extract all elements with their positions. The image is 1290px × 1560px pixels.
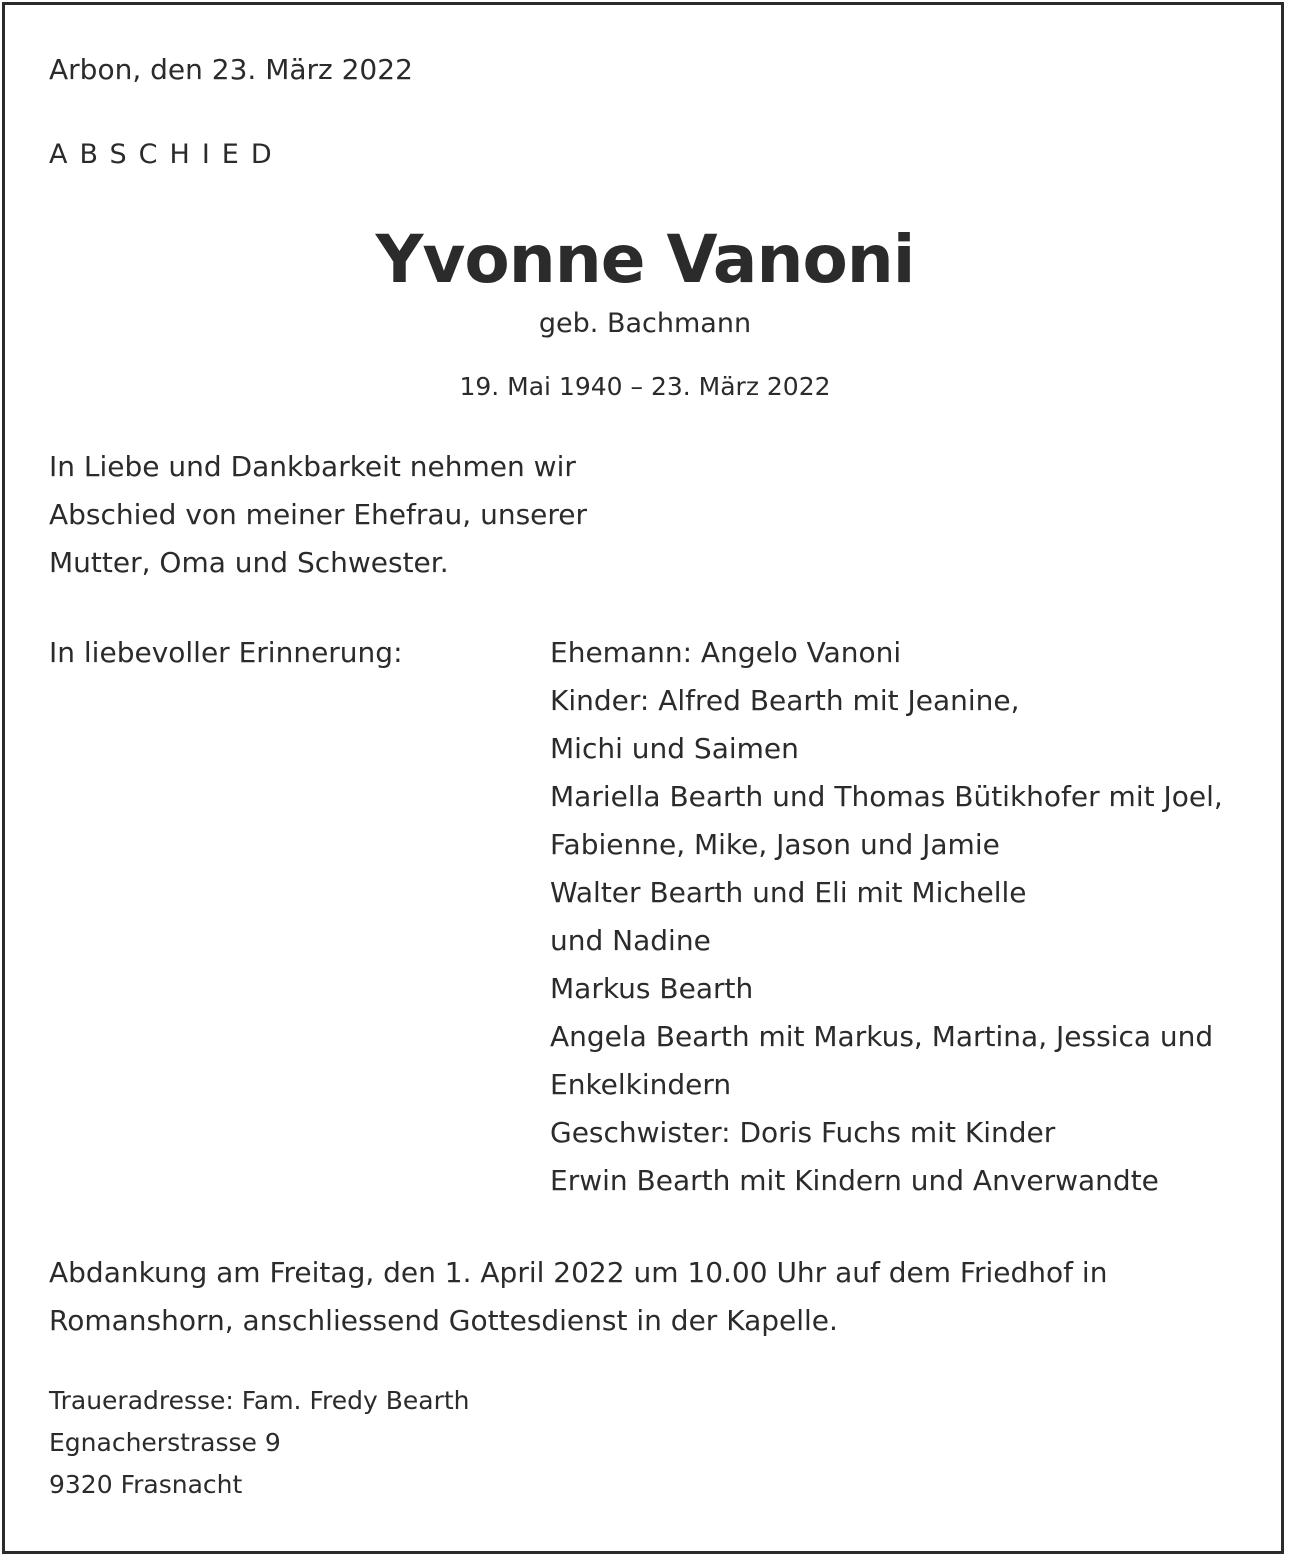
family-line: und Nadine bbox=[550, 924, 711, 957]
intro-line: Mutter, Oma und Schwester. bbox=[49, 546, 449, 579]
family-line: Ehemann: Angelo Vanoni bbox=[550, 636, 902, 669]
service-line: Romanshorn, anschliessend Gottesdienst in der Kapelle. bbox=[49, 1304, 838, 1337]
family-list bbox=[550, 629, 1223, 1205]
life-dates: 19. Mai 1940 – 23. März 2022 bbox=[459, 372, 831, 401]
family-line: Walter Bearth und Eli mit Michelle bbox=[550, 876, 1027, 909]
family-line: Angela Bearth mit Markus, Martina, Jessica und bbox=[550, 1020, 1214, 1053]
family-line: Enkelkindern bbox=[550, 1068, 732, 1101]
intro-line: Abschied von meiner Ehefrau, unserer bbox=[49, 498, 588, 531]
deceased-name: Yvonne Vanoni bbox=[375, 221, 915, 298]
notice-heading: ABSCHIED bbox=[49, 139, 284, 170]
address-line: Traueradresse: Fam. Fredy Bearth bbox=[49, 1386, 470, 1415]
family-line: Mariella Bearth und Thomas Bütikhofer mit Joel, bbox=[550, 780, 1223, 813]
place-date: Arbon, den 23. März 2022 bbox=[49, 53, 413, 86]
family-line: Fabienne, Mike, Jason und Jamie bbox=[550, 828, 1000, 861]
address-line: 9320 Frasnacht bbox=[49, 1470, 243, 1499]
family-line: Erwin Bearth mit Kindern und Anverwandte bbox=[550, 1164, 1159, 1197]
intro-text bbox=[49, 443, 587, 587]
intro-line: In Liebe und Dankbarkeit nehmen wir bbox=[49, 450, 576, 483]
service-info bbox=[49, 1249, 1107, 1345]
service-line: Abdankung am Freitag, den 1. April 2022 um 10.00 Uhr auf dem Friedhof in bbox=[49, 1256, 1108, 1289]
family-line: Geschwister: Doris Fuchs mit Kinder bbox=[550, 1116, 1056, 1149]
memory-label: In liebevoller Erinnerung: bbox=[49, 636, 403, 669]
address-line: Egnacherstrasse 9 bbox=[49, 1428, 281, 1457]
family-line: Kinder: Alfred Bearth mit Jeanine, bbox=[550, 684, 1020, 717]
maiden-name: geb. Bachmann bbox=[538, 308, 752, 339]
mourning-address bbox=[49, 1380, 470, 1506]
family-line: Markus Bearth bbox=[550, 972, 754, 1005]
family-line: Michi und Saimen bbox=[550, 732, 799, 765]
